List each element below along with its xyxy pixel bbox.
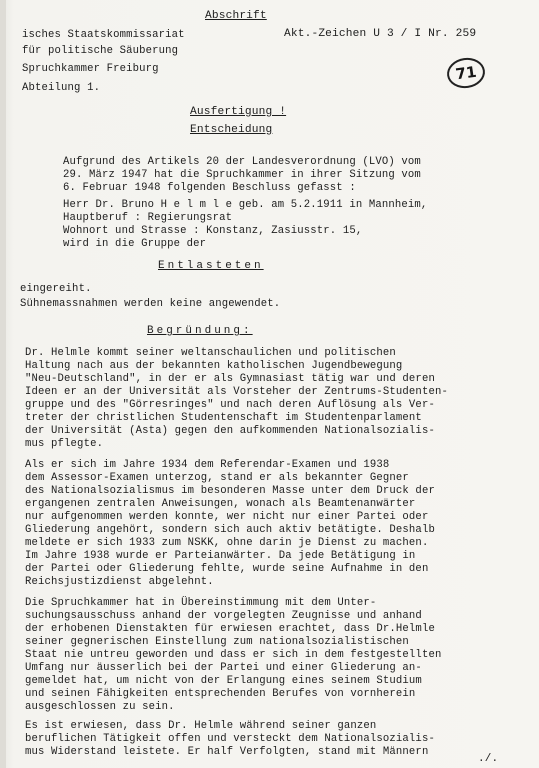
paragraph-2-line: dem Assessor-Examen unterzog, stand er als bekannter Gegner [25,472,409,484]
paragraph-3-line: der erhobenen Dienstakten für erwiesen erachtet, dass Dr.Helmle [25,623,435,635]
paragraph-2-line: Als er sich im Jahre 1934 dem Referendar-Examen und 1938 [25,459,390,471]
paragraph-1-line: gruppe und des "Görresringes" und nach deren Auflösung als Ver- [25,399,435,411]
intro-line-2: 29. März 1947 hat die Spruchkammer in ihrer Sitzung vom [63,169,421,181]
paragraph-1-line: treter der christlichen Studentenschaft im Studentenparlament [25,412,422,424]
paragraph-4-line: beruflichen Tätigkeit offen und versteckt dem Nationalsozialis- [25,733,435,745]
intro-line-1: Aufgrund des Artikels 20 der Landesverordnung (LVO) vom [63,156,421,168]
paragraph-2-line: Reichsjustizdienst abgelehnt. [25,576,214,588]
paragraph-3-line: und seinen Fähigkeiten entsprechenden Berufes von vornherein [25,688,416,700]
person-line-3: Wohnort und Strasse : Konstanz, Zasiusstr. 15, [63,225,363,237]
paragraph-1-line: der Universität (Asta) gegen den aufkommenden Nationalsozialis- [25,425,435,437]
authority-line-3: Spruchkammer Freiburg [22,63,159,75]
paragraph-3-line: ausgeschlossen zu sein. [25,701,175,713]
paragraph-4-line: Es ist erwiesen, dass Dr. Helmle während seiner ganzen [25,720,377,732]
paragraph-3-line: suchungsausschuss anhand der vorgelegten Zeugnisse und anhand [25,610,422,622]
paragraph-2-line: Gliederung angehört, sondern sich auch aktiv betätigte. Deshalb [25,524,435,536]
paragraph-2-line: der Partei oder Gliederung fehlte, wurde seine Aufnahme in den [25,563,429,575]
paragraph-1-line: Ideen er an der Universität als Vorsteher der Zentrums-Studenten- [25,386,448,398]
paragraph-2-line: des Nationalsozialismus im besonderen Masse unter dem Druck der [25,485,435,497]
verdict-line-2: Sühnemassnahmen werden keine angewendet. [20,298,281,310]
paragraph-2-line: meldete er sich 1933 zum NSKK, ohne darin je Dienst zu machen. [25,537,429,549]
page-number-stamp: 71 [445,56,487,91]
gruppe-entlasteten: Entlasteten [158,260,264,272]
authority-line-1: isches Staatskommissariat [22,29,185,41]
begruendung-heading: Begründung: [147,325,253,337]
paragraph-3-line: Die Spruchkammer hat in Übereinstimmung mit dem Unter- [25,597,377,609]
paragraph-1-line: mus pflegte. [25,438,104,450]
document-title: Abschrift [205,10,267,22]
person-line-2: Hauptberuf : Regierungsrat [63,212,233,224]
paragraph-3-line: Umfang nur äusserlich bei der Partei und einer Gliederung an- [25,662,422,674]
entscheidung-heading: Entscheidung [190,124,273,136]
intro-line-3: 6. Februar 1948 folgenden Beschluss gefasst : [63,182,356,194]
verdict-line-1: eingereiht. [20,283,92,295]
paragraph-3-line: gemeldet hat, um nicht von der Erlangung eines seinem Studium [25,675,422,687]
paragraph-2-line: nur aufgenommen werden konnte, wer nicht nur einer Partei oder [25,511,429,523]
person-line-4: wird in die Gruppe der [63,238,207,250]
ausfertigung-heading: Ausfertigung ! [190,106,287,118]
paragraph-1-line: Haltung nach aus der bekannten katholischen Jugendbewegung [25,360,403,372]
paragraph-3-line: Staat nie untreu geworden und dass er sich in dem festgestellten [25,649,442,661]
paragraph-1-line: "Neu-Deutschland", in der er als Gymnasiast tätig war und deren [25,373,435,385]
paragraph-4-line: mus Widerstand leistete. Er half Verfolgten, stand mit Männern [25,746,429,758]
authority-line-2: für politische Säuberung [22,45,179,57]
paragraph-3-line: seiner gegnerischen Einstellung zum nationalsozialistischen [25,636,409,648]
paragraph-2-line: ergangenen zentralen Anweisungen, wonach als Beamtenanwärter [25,498,416,510]
continuation-mark: ./. [478,753,499,765]
authority-line-4: Abteilung 1. [22,82,101,94]
paragraph-1-line: Dr. Helmle kommt seiner weltanschaulichen und politischen [25,347,396,359]
paragraph-2-line: Im Jahre 1938 wurde er Parteianwärter. Da jede Betätigung in [25,550,416,562]
aktenzeichen: Akt.-Zeichen U 3 / I Nr. 259 [284,28,477,40]
page-fold-shadow [0,0,6,768]
person-line-1: Herr Dr. Bruno H e l m l e geb. am 5.2.1911 in Mannheim, [63,199,428,211]
